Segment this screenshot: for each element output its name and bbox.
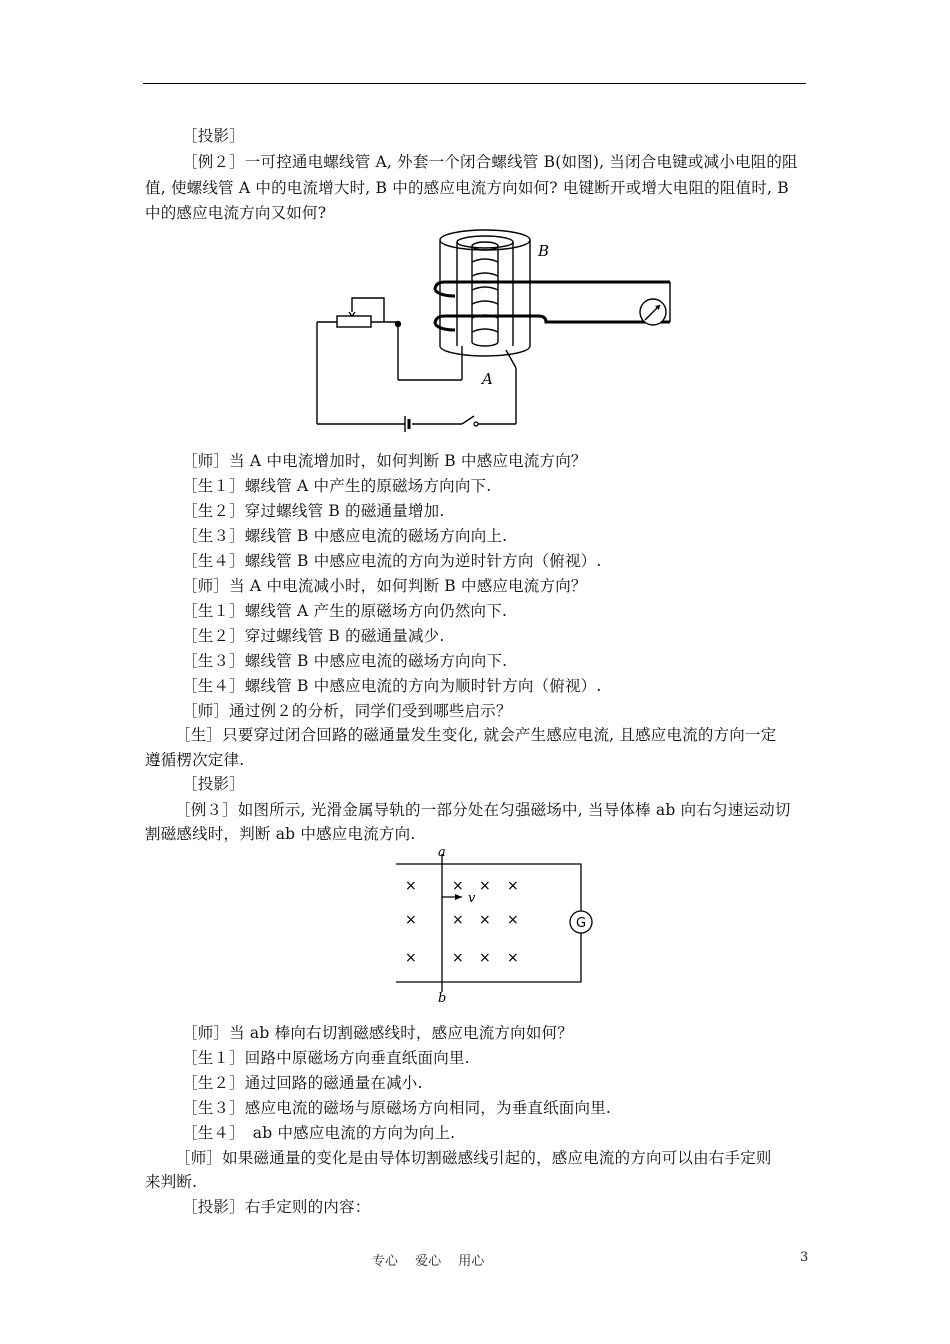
field-cross: ×	[479, 912, 491, 928]
text-line: ［师］如果磁通量的变化是由导体切割磁感线引起的，感应电流的方向可以由右手定则	[175, 1149, 772, 1167]
text-line: ［例２］一可控通电螺线管 A, 外套一个闭合螺线管 B(如图), 当闭合电键或减小电阻的阻	[182, 153, 798, 171]
text-line: ［生１］螺线管 A 中产生的原磁场方向向下.	[182, 477, 492, 495]
text-line: ［生４］螺线管 B 中感应电流的方向为逆时针方向（俯视）.	[182, 552, 602, 570]
text-line: ［投影］右手定则的内容：	[182, 1198, 371, 1216]
label-g: G	[576, 916, 587, 931]
field-cross: ×	[405, 950, 417, 966]
text-line: ［生４］ ab 中感应电流的方向为向上.	[182, 1124, 456, 1142]
field-cross: ×	[479, 950, 491, 966]
label-b: B	[538, 242, 550, 260]
field-cross: ×	[507, 950, 519, 966]
text-line: ［生２］穿过螺线管 B 的磁通量减少.	[182, 627, 445, 645]
solenoid-circuit-figure	[310, 228, 680, 440]
text-line: ［生２］穿过螺线管 B 的磁通量增加.	[182, 502, 445, 520]
text-line: ［生３］螺线管 B 中感应电流的磁场方向向上.	[182, 527, 508, 545]
field-cross: ×	[405, 878, 417, 894]
text-line: 来判断.	[145, 1173, 198, 1191]
rail-field-figure	[390, 842, 600, 1004]
text-line: 遵循楞次定律.	[145, 751, 245, 769]
text-line: 中的感应电流方向又如何?	[145, 204, 327, 222]
text-line: ［师］当 A 中电流增加时，如何判断 B 中感应电流方向？	[182, 452, 587, 470]
page-number: 3	[800, 1250, 809, 1265]
field-cross: ×	[452, 878, 464, 894]
label-a: A	[482, 370, 493, 388]
text-line: 值, 使螺线管 A 中的电流增大时, B 中的感应电流方向如何? 电键断开或增大电阻的阻值时, B	[145, 179, 789, 197]
field-cross: ×	[405, 912, 417, 928]
text-line: ［生］只要穿过闭合回路的磁通量发生变化, 就会产生感应电流, 且感应电流的方向一定	[175, 726, 777, 744]
text-line: ［生１］回路中原磁场方向垂直纸面向里.	[182, 1049, 470, 1067]
text-line: ［投影］	[182, 775, 245, 793]
text-line: ［生３］感应电流的磁场与原磁场方向相同，为垂直纸面向里.	[182, 1099, 612, 1117]
text-line: ［生３］螺线管 B 中感应电流的磁场方向向下.	[182, 652, 508, 670]
text-line: ［生１］螺线管 A 产生的原磁场方向仍然向下.	[182, 602, 508, 620]
text-line: ［生２］通过回路的磁通量在减小.	[182, 1074, 423, 1092]
text-line: ［师］通过例２的分析，同学们受到哪些启示？	[182, 702, 512, 720]
text-line: 割磁感线时，判断 ab 中感应电流方向.	[145, 825, 416, 843]
label-v: v	[468, 891, 476, 906]
footer-slogan: 专心 爱心 用心	[372, 1254, 485, 1269]
field-cross: ×	[452, 912, 464, 928]
field-cross: ×	[479, 878, 491, 894]
header-rule	[143, 83, 806, 84]
text-line: ［师］当 A 中电流减小时，如何判断 B 中感应电流方向？	[182, 577, 587, 595]
text-line: ［生４］螺线管 B 中感应电流的方向为顺时针方向（俯视）.	[182, 677, 602, 695]
switch-icon	[462, 416, 474, 424]
text-line: ［例３］如图所示, 光滑金属导轨的一部分处在匀强磁场中, 当导体棒 ab 向右匀速运动切	[175, 801, 791, 819]
text-line: ［师］当 ab 棒向右切割磁感线时，感应电流方向如何？	[182, 1024, 573, 1042]
field-cross: ×	[507, 878, 519, 894]
label-a: a	[438, 845, 446, 860]
field-cross: ×	[507, 912, 519, 928]
field-cross: ×	[452, 950, 464, 966]
label-b: b	[438, 991, 447, 1004]
text-line: ［投影］	[182, 127, 245, 145]
